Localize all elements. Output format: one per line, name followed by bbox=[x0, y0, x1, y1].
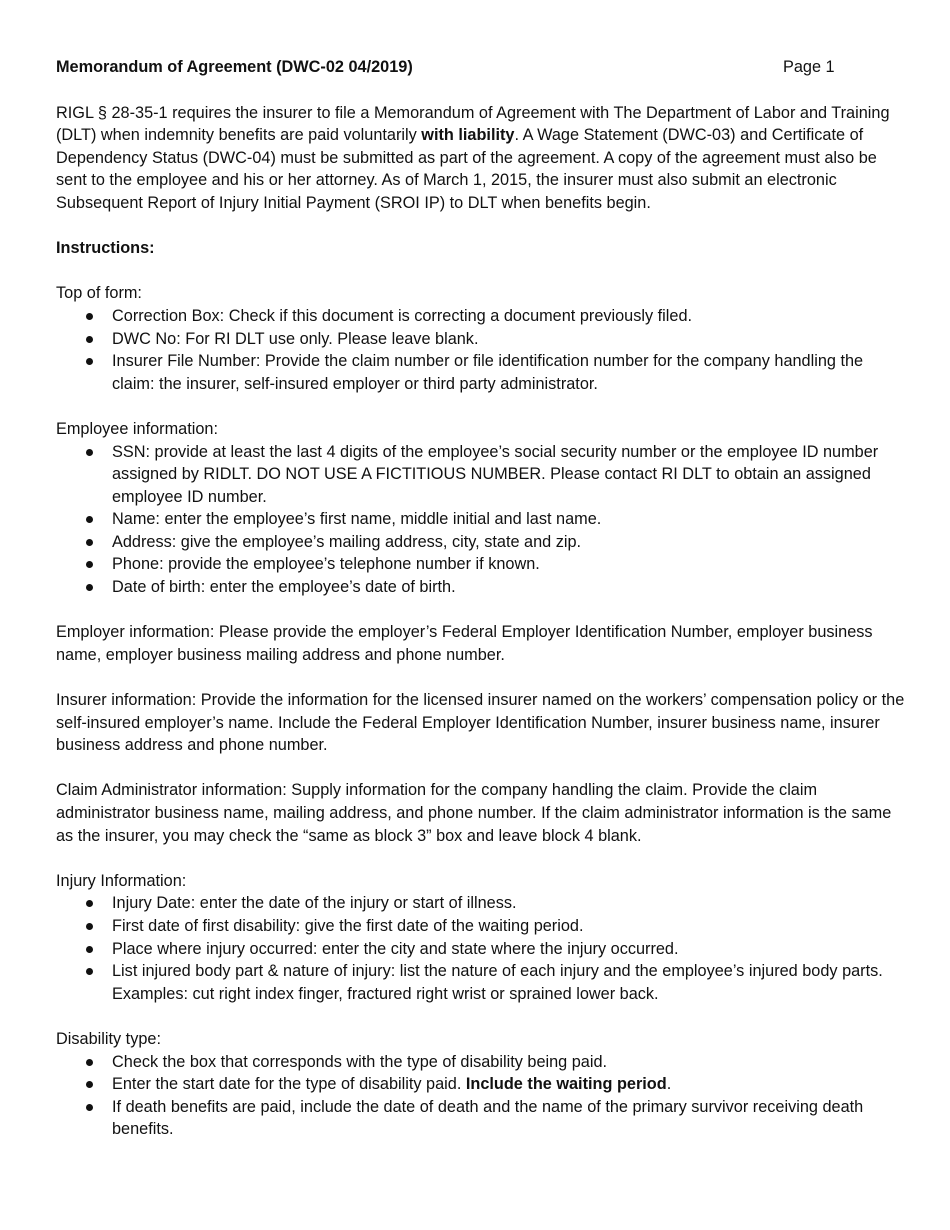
employee-info-list bbox=[56, 441, 906, 599]
page-header bbox=[56, 56, 906, 79]
bullet-icon bbox=[86, 539, 93, 546]
instructions-heading: Instructions: bbox=[56, 239, 155, 258]
list-item: Injury Date: enter the date of the injury or start of illness. bbox=[56, 892, 906, 915]
bullet-icon bbox=[86, 1059, 93, 1066]
injury-info-list bbox=[56, 892, 906, 1005]
bullet-icon bbox=[86, 516, 93, 523]
bullet-icon bbox=[86, 584, 93, 591]
list-item: Phone: provide the employee’s telephone number if known. bbox=[56, 553, 906, 576]
list-item: Date of birth: enter the employee’s date of birth. bbox=[56, 576, 906, 599]
list-item: SSN: provide at least the last 4 digits of the employee’s social security number or the employee ID number assigned by RIDLT. DO NOT USE A FICTITIOUS NUMBER. Please contact RI DLT to obtain an assigned employee ID number. bbox=[56, 441, 906, 509]
list-item: Correction Box: Check if this document is correcting a document previously filed. bbox=[56, 305, 906, 328]
list-item: First date of first disability: give the first date of the waiting period. bbox=[56, 915, 906, 938]
list-item: DWC No: For RI DLT use only. Please leave blank. bbox=[56, 328, 906, 351]
list-item: Address: give the employee’s mailing address, city, state and zip. bbox=[56, 531, 906, 554]
list-item: Insurer File Number: Provide the claim number or file identification number for the company handling the claim: the insurer, self-insured employer or third party administrator. bbox=[56, 350, 906, 395]
disability-type-list bbox=[56, 1051, 906, 1141]
list-item: Enter the start date for the type of disability paid. Include the waiting period. bbox=[56, 1073, 906, 1096]
list-item: List injured body part & nature of injury: list the nature of each injury and the employee’s injured body parts. Examples: cut right index finger, fractured right wrist or sprained lower back. bbox=[56, 960, 906, 1005]
bullet-icon bbox=[86, 1104, 93, 1111]
list-item: Check the box that corresponds with the type of disability being paid. bbox=[56, 1051, 906, 1074]
bullet-icon bbox=[86, 336, 93, 343]
bullet-icon bbox=[86, 968, 93, 975]
bullet-icon bbox=[86, 449, 93, 456]
employer-info-paragraph: Employer information: Please provide the employer’s Federal Employer Identification Number, employer business name, employer business mailing address and phone number. bbox=[56, 623, 873, 664]
bullet-icon bbox=[86, 923, 93, 930]
document-page bbox=[56, 56, 906, 1141]
employee-info-heading: Employee information: bbox=[56, 419, 218, 438]
document-title: Memorandum of Agreement (DWC-02 04/2019) bbox=[56, 58, 413, 76]
top-of-form-heading: Top of form: bbox=[56, 284, 142, 303]
bullet-icon bbox=[86, 900, 93, 907]
list-item: Place where injury occurred: enter the city and state where the injury occurred. bbox=[56, 938, 906, 961]
top-of-form-list bbox=[56, 305, 906, 395]
list-item: Name: enter the employee’s first name, middle initial and last name. bbox=[56, 508, 906, 531]
injury-info-heading: Injury Information: bbox=[56, 871, 187, 890]
intro-paragraph: RIGL § 28-35-1 requires the insurer to file a Memorandum of Agreement with The Department of Labor and Training (DLT) when indemnity benefits are paid voluntarily with liability. A Wage Statement (DWC-03) and Certificate of Dependency Status (DWC-04) must be submitted as part of the agreement. A copy of the agreement must also be sent to the employee and his or her attorney. As of March 1, 2015, the insurer must also submit an electronic Subsequent Report of Injury Initial Payment (SROI IP) to DLT when benefits begin. bbox=[56, 103, 890, 212]
bullet-icon bbox=[86, 313, 93, 320]
disability-type-heading: Disability type: bbox=[56, 1029, 161, 1048]
waiting-period-emphasis: Include the waiting period bbox=[465, 1075, 667, 1094]
claim-admin-info-paragraph: Claim Administrator information: Supply information for the company handling the claim. Provide the claim administrator business name, mailing address, and phone number. If the claim administrator information is the same as the insurer, you may check the “same as block 3” box and leave block 4 blank. bbox=[56, 781, 892, 845]
insurer-info-paragraph: Insurer information: Provide the information for the licensed insurer named on the workers’ compensation policy or the self-insured employer’s name. Include the Federal Employer Identification Number, insurer business name, insurer business address and phone number. bbox=[56, 691, 905, 755]
bullet-icon bbox=[86, 1081, 93, 1088]
intro-emphasis: with liability bbox=[421, 126, 515, 145]
bullet-icon bbox=[86, 358, 93, 365]
bullet-icon bbox=[86, 561, 93, 568]
bullet-icon bbox=[86, 946, 93, 953]
list-item: If death benefits are paid, include the date of death and the name of the primary survivor receiving death benefits. bbox=[56, 1096, 906, 1141]
page-number: Page 1 bbox=[783, 58, 835, 76]
